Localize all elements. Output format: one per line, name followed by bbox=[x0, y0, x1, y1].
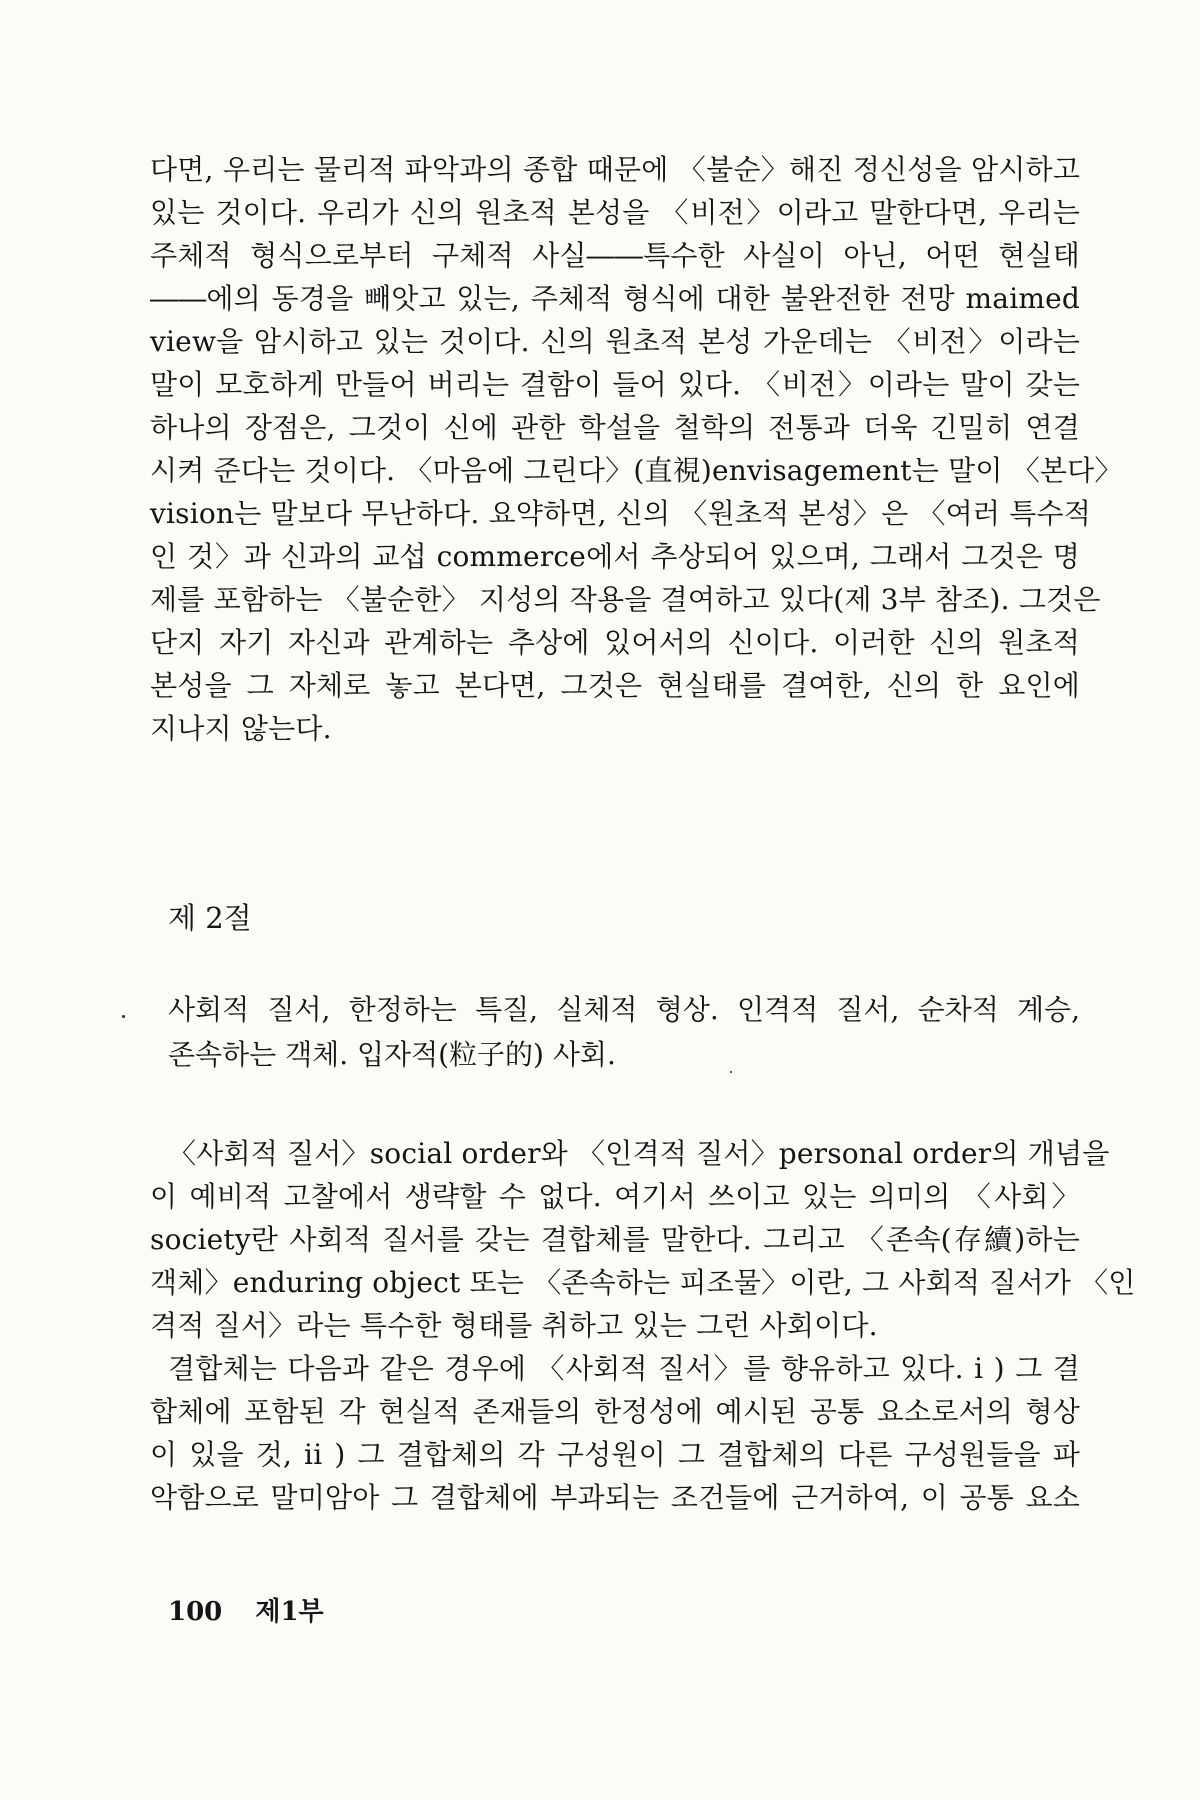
section-body-line-4: 객체〉enduring object 또는 〈존속하는 피조물〉이란, 그 사회적 질서가 〈인 bbox=[150, 1266, 1136, 1299]
body-line-14: 지나지 않는다. bbox=[150, 712, 332, 745]
section-body-line-6: 결합체는 다음과 같은 경우에 〈사회적 질서〉를 향유하고 있다. i ) 그 결 bbox=[168, 1352, 1080, 1385]
body-line-10: 인 것〉과 신과의 교섭 commerce에서 추상되어 있으며, 그래서 그것은 명 bbox=[150, 540, 1080, 573]
page-number: 100 bbox=[168, 1597, 223, 1627]
print-speck bbox=[122, 1015, 125, 1018]
section-heading: 제 2절 bbox=[168, 901, 252, 935]
body-line-7: 하나의 장점은, 그것이 신에 관한 학설을 철학의 전통과 더욱 긴밀히 연결 bbox=[150, 411, 1080, 444]
body-line-8: 시켜 준다는 것이다. 〈마음에 그린다〉(直視)envisagement는 말이 〈본다〉 bbox=[150, 454, 1123, 487]
section-body-line-3: society란 사회적 질서를 갖는 결합체를 말한다. 그리고 〈존속(存續)하는 bbox=[150, 1223, 1080, 1256]
section-subtitle-line-2: 존속하는 객체. 입자적(粒子的) 사회. bbox=[168, 1038, 616, 1071]
body-line-12: 단지 자기 자신과 관계하는 추상에 있어서의 신이다. 이러한 신의 원초적 bbox=[150, 626, 1080, 659]
section-body-line-9: 악함으로 말미암아 그 결합체에 부과되는 조건들에 근거하여, 이 공통 요소 bbox=[150, 1481, 1080, 1514]
body-line-9: vision는 말보다 무난하다. 요약하면, 신의 〈원초적 본성〉은 〈여러 특수적 bbox=[150, 497, 1091, 530]
section-body-line-1: 〈사회적 질서〉social order와 〈인격적 질서〉personal order의 개념을 bbox=[168, 1137, 1110, 1170]
page-footer bbox=[168, 1596, 324, 1628]
body-line-1: 다면, 우리는 물리적 파악과의 종합 때문에 〈불순〉해진 정신성을 암시하고 bbox=[150, 153, 1080, 186]
body-line-6: 말이 모호하게 만들어 버리는 결함이 들어 있다. 〈비전〉이라는 말이 갖는 bbox=[150, 368, 1080, 401]
body-line-11: 제를 포함하는 〈불순한〉 지성의 작용을 결여하고 있다(제 3부 참조). 그것은 bbox=[150, 583, 1101, 616]
section-body-line-5: 격적 질서〉라는 특수한 형태를 취하고 있는 그런 사회이다. bbox=[150, 1309, 878, 1342]
section-body-line-7: 합체에 포함된 각 현실적 존재들의 한정성에 예시된 공통 요소로서의 형상 bbox=[150, 1395, 1080, 1428]
section-body-line-2: 이 예비적 고찰에서 생략할 수 없다. 여기서 쓰이고 있는 의미의 〈사회〉 bbox=[150, 1180, 1080, 1213]
print-speck bbox=[730, 1071, 732, 1073]
section-subtitle-line-1: 사회적 질서, 한정하는 특질, 실체적 형상. 인격적 질서, 순차적 계승, bbox=[168, 993, 1080, 1026]
body-line-4: ――에의 동경을 빼앗고 있는, 주체적 형식에 대한 불완전한 전망 maimed bbox=[150, 282, 1080, 315]
part-label: 제1부 bbox=[255, 1597, 324, 1627]
body-line-3: 주체적 형식으로부터 구체적 사실――특수한 사실이 아닌, 어떤 현실태 bbox=[150, 239, 1080, 272]
body-line-2: 있는 것이다. 우리가 신의 원초적 본성을 〈비전〉이라고 말한다면, 우리는 bbox=[150, 196, 1080, 229]
body-line-5: view을 암시하고 있는 것이다. 신의 원초적 본성 가운데는 〈비전〉이라는 bbox=[150, 325, 1080, 358]
body-line-13: 본성을 그 자체로 놓고 본다면, 그것은 현실태를 결여한, 신의 한 요인에 bbox=[150, 669, 1080, 702]
section-body-line-8: 이 있을 것, ii ) 그 결합체의 각 구성원이 그 결합체의 다른 구성원들을 파 bbox=[150, 1438, 1080, 1471]
